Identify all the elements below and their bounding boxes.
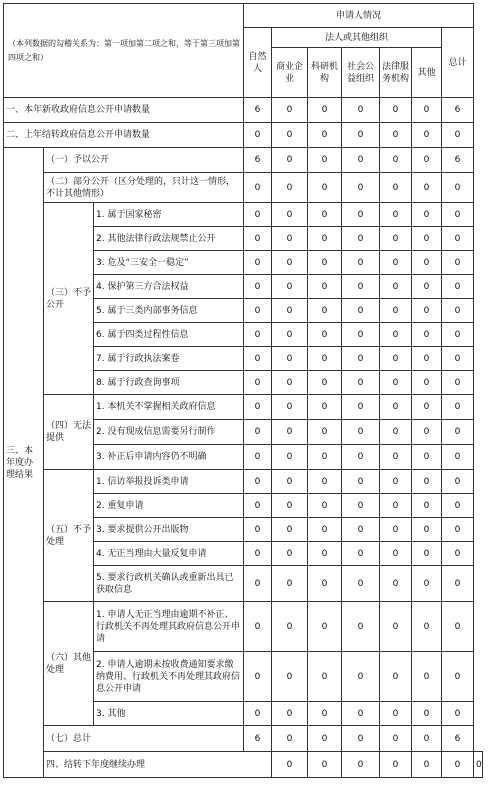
cell-value: 0 <box>272 395 308 420</box>
row-label: 3. 其他 <box>94 702 244 726</box>
row-label: 7. 属于行政执法案卷 <box>94 347 244 371</box>
cell-value: 6 <box>244 148 272 173</box>
cell-value: 0 <box>342 702 380 726</box>
cell-value: 0 <box>342 227 380 251</box>
cell-value: 0 <box>380 371 412 395</box>
cell-value: 0 <box>412 702 442 726</box>
cell-value: 0 <box>412 726 442 752</box>
cell-value: 0 <box>380 752 412 778</box>
cell-value: 0 <box>342 652 380 702</box>
cell-value: 0 <box>272 251 308 275</box>
table-row <box>4 123 483 148</box>
cell-value: 0 <box>412 371 442 395</box>
cell-value: 0 <box>380 518 412 542</box>
cell-value: 0 <box>244 173 272 203</box>
cell-value: 0 <box>244 445 272 470</box>
cell-value: 0 <box>272 148 308 173</box>
cell-value: 0 <box>412 323 442 347</box>
cell-value: 0 <box>442 702 474 726</box>
cell-value: 6 <box>244 98 272 123</box>
cell-value: 0 <box>412 652 442 702</box>
cell-value: 0 <box>442 347 474 371</box>
group-not-processed-label: （五）不予处理 <box>44 470 94 602</box>
cell-value: 0 <box>380 173 412 203</box>
cell-value: 6 <box>442 98 474 123</box>
cell-value: 0 <box>412 123 442 148</box>
cell-value: 0 <box>442 173 474 203</box>
cell-value: 0 <box>342 395 380 420</box>
cell-value: 0 <box>272 420 308 445</box>
header-natural-person: 自然人 <box>244 28 272 98</box>
cell-value: 0 <box>380 203 412 227</box>
row-label: 3. 要求提供公开出版物 <box>94 518 244 542</box>
cell-value: 0 <box>308 566 342 602</box>
header-col-other: 其他 <box>412 48 442 98</box>
row-label: 4. 保护第三方合法权益 <box>94 275 244 299</box>
cell-value: 0 <box>380 702 412 726</box>
cell-value: 0 <box>380 148 412 173</box>
row-label: 2. 申请人逾期未按收费通知要求缴纳费用、行政机关不再处理其政府信息公开申请 <box>94 652 244 702</box>
cell-value: 0 <box>244 420 272 445</box>
cell-value: 0 <box>380 98 412 123</box>
cell-value: 0 <box>308 518 342 542</box>
cell-value: 0 <box>244 602 272 652</box>
cell-value: 0 <box>272 123 308 148</box>
cell-value: 0 <box>342 173 380 203</box>
cell-value: 0 <box>244 518 272 542</box>
row-label: （二）部分公开（区分处理的，只计这一情形，不计其他情形） <box>44 173 244 203</box>
cell-value: 0 <box>244 323 272 347</box>
row-label: 1. 本机关不掌握相关政府信息 <box>94 395 244 420</box>
row-label: 2. 没有现成信息需要另行制作 <box>94 420 244 445</box>
header-legal-entity: 法人或其他组织 <box>272 28 442 48</box>
cell-value: 0 <box>442 251 474 275</box>
cell-value: 0 <box>412 148 442 173</box>
cell-value: 0 <box>308 371 342 395</box>
cell-value: 0 <box>308 148 342 173</box>
cell-value: 0 <box>380 251 412 275</box>
cell-value: 0 <box>342 123 380 148</box>
cell-value: 0 <box>442 299 474 323</box>
cell-value: 0 <box>342 299 380 323</box>
cell-value: 0 <box>442 652 474 702</box>
cell-value: 0 <box>442 203 474 227</box>
cell-value: 0 <box>308 395 342 420</box>
cell-value: 0 <box>412 98 442 123</box>
row-label: 1. 信访举报投诉类申请 <box>94 470 244 494</box>
header-col-legal-service: 法律服务机构 <box>380 48 412 98</box>
cell-value: 0 <box>272 98 308 123</box>
cell-value: 0 <box>442 323 474 347</box>
cell-value: 0 <box>244 299 272 323</box>
row-label: 6. 属于四类过程性信息 <box>94 323 244 347</box>
cell-value: 0 <box>412 470 442 494</box>
cell-value: 0 <box>342 445 380 470</box>
cell-value: 0 <box>272 702 308 726</box>
cell-value: 0 <box>342 752 380 778</box>
cell-value: 0 <box>412 299 442 323</box>
cell-value: 0 <box>244 371 272 395</box>
cell-value: 0 <box>380 566 412 602</box>
cell-value: 0 <box>272 275 308 299</box>
cell-value: 0 <box>272 652 308 702</box>
cell-value: 0 <box>412 227 442 251</box>
cell-value: 0 <box>412 752 442 778</box>
cell-value: 0 <box>442 371 474 395</box>
row-label: （七）总计 <box>44 726 244 752</box>
cell-value: 0 <box>412 445 442 470</box>
cell-value: 0 <box>380 299 412 323</box>
cell-value: 0 <box>272 323 308 347</box>
header-note: （本列数据的勾稽关系为：第一项加第二项之和，等于第三项加第四项之和） <box>4 4 244 98</box>
cell-value: 0 <box>308 98 342 123</box>
cell-value: 0 <box>342 323 380 347</box>
row-label: 5. 要求行政机关确认或重新出具已获取信息 <box>94 566 244 602</box>
cell-value: 0 <box>308 420 342 445</box>
cell-value: 0 <box>308 227 342 251</box>
cell-value: 0 <box>342 494 380 518</box>
table-row <box>4 752 483 778</box>
cell-value: 0 <box>308 323 342 347</box>
cell-value: 0 <box>342 566 380 602</box>
cell-value: 0 <box>308 203 342 227</box>
cell-value: 0 <box>380 123 412 148</box>
row-label: 3. 补正后申请内容仍不明确 <box>94 445 244 470</box>
table-row <box>4 395 483 420</box>
cell-value: 6 <box>244 726 272 752</box>
cell-value: 0 <box>442 470 474 494</box>
table-row <box>4 203 483 227</box>
row-label: 5. 属于三类内部事务信息 <box>94 299 244 323</box>
cell-value: 0 <box>308 602 342 652</box>
cell-value: 0 <box>308 542 342 566</box>
cell-value: 0 <box>244 542 272 566</box>
cell-value: 0 <box>244 494 272 518</box>
cell-value: 0 <box>272 752 308 778</box>
cell-value: 0 <box>272 542 308 566</box>
cell-value: 0 <box>244 702 272 726</box>
table-row <box>4 470 483 494</box>
cell-value: 0 <box>244 275 272 299</box>
cell-value: 0 <box>380 275 412 299</box>
cell-value: 0 <box>272 494 308 518</box>
row-label: 一、本年新收政府信息公开申请数量 <box>4 98 244 123</box>
cell-value: 0 <box>272 602 308 652</box>
cell-value: 0 <box>380 542 412 566</box>
cell-value: 0 <box>342 371 380 395</box>
header-col-research: 科研机构 <box>308 48 342 98</box>
header-total: 总计 <box>442 28 474 98</box>
cell-value: 0 <box>442 494 474 518</box>
row-label: 2. 其他法律行政法规禁止公开 <box>94 227 244 251</box>
cell-value: 0 <box>244 566 272 602</box>
cell-value: 0 <box>342 726 380 752</box>
table-row <box>4 726 483 752</box>
cell-value: 0 <box>272 347 308 371</box>
cell-value: 0 <box>474 752 483 778</box>
cell-value: 0 <box>272 371 308 395</box>
cell-value: 0 <box>272 726 308 752</box>
group-not-disclosed-label: （三）不予公开 <box>44 203 94 395</box>
cell-value: 0 <box>412 542 442 566</box>
cell-value: 0 <box>272 227 308 251</box>
cell-value: 0 <box>308 123 342 148</box>
cell-value: 0 <box>442 227 474 251</box>
cell-value: 0 <box>412 173 442 203</box>
cell-value: 0 <box>380 652 412 702</box>
cell-value: 6 <box>442 148 474 173</box>
cell-value: 0 <box>244 123 272 148</box>
cell-value: 0 <box>442 395 474 420</box>
table-row <box>4 173 483 203</box>
cell-value: 0 <box>342 470 380 494</box>
cell-value: 0 <box>442 518 474 542</box>
cell-value: 0 <box>308 752 342 778</box>
group-unable-provide-label: （四）无法提供 <box>44 395 94 470</box>
cell-value: 0 <box>342 347 380 371</box>
row-label: 3. 危及“三安全一稳定” <box>94 251 244 275</box>
row-label: 2. 重复申请 <box>94 494 244 518</box>
cell-value: 6 <box>442 726 474 752</box>
cell-value: 0 <box>442 445 474 470</box>
cell-value: 0 <box>412 251 442 275</box>
cell-value: 0 <box>412 275 442 299</box>
cell-value: 0 <box>308 251 342 275</box>
row-label: （一）予以公开 <box>44 148 244 173</box>
cell-value: 0 <box>380 726 412 752</box>
cell-value: 0 <box>272 173 308 203</box>
cell-value: 0 <box>272 470 308 494</box>
group-other-handling-label: （六）其他处理 <box>44 602 94 726</box>
cell-value: 0 <box>308 726 342 752</box>
cell-value: 0 <box>244 347 272 371</box>
cell-value: 0 <box>380 420 412 445</box>
cell-value: 0 <box>412 420 442 445</box>
cell-value: 0 <box>308 347 342 371</box>
cell-value: 0 <box>380 395 412 420</box>
cell-value: 0 <box>244 251 272 275</box>
cell-value: 0 <box>412 347 442 371</box>
table-row <box>4 602 483 652</box>
cell-value: 0 <box>380 470 412 494</box>
cell-value: 0 <box>342 542 380 566</box>
section-3-label: 三、本年度办理结果 <box>4 148 44 778</box>
cell-value: 0 <box>308 702 342 726</box>
table-row <box>4 98 483 123</box>
cell-value: 0 <box>442 420 474 445</box>
cell-value: 0 <box>442 275 474 299</box>
cell-value: 0 <box>308 275 342 299</box>
cell-value: 0 <box>272 566 308 602</box>
cell-value: 0 <box>272 299 308 323</box>
cell-value: 0 <box>342 203 380 227</box>
cell-value: 0 <box>272 518 308 542</box>
cell-value: 0 <box>412 602 442 652</box>
row-label: 8. 属于行政查询事项 <box>94 371 244 395</box>
table-row <box>4 148 483 173</box>
cell-value: 0 <box>412 494 442 518</box>
cell-value: 0 <box>442 123 474 148</box>
cell-value: 0 <box>380 323 412 347</box>
cell-value: 0 <box>244 395 272 420</box>
cell-value: 0 <box>244 470 272 494</box>
cell-value: 0 <box>442 752 474 778</box>
cell-value: 0 <box>380 602 412 652</box>
row-label: 二、上年结转政府信息公开申请数量 <box>4 123 244 148</box>
cell-value: 0 <box>412 203 442 227</box>
cell-value: 0 <box>244 203 272 227</box>
row-label: 1. 申请人无正当理由逾期不补正、行政机关不再处理其政府信息公开申请 <box>94 602 244 652</box>
row-label: 4. 无正当理由大量反复申请 <box>94 542 244 566</box>
cell-value: 0 <box>342 148 380 173</box>
cell-value: 0 <box>308 299 342 323</box>
cell-value: 0 <box>342 602 380 652</box>
header-applicant: 申请人情况 <box>244 4 474 28</box>
cell-value: 0 <box>244 652 272 702</box>
cell-value: 0 <box>244 227 272 251</box>
cell-value: 0 <box>380 347 412 371</box>
cell-value: 0 <box>342 420 380 445</box>
cell-value: 0 <box>442 602 474 652</box>
row-label: 1. 属于国家秘密 <box>94 203 244 227</box>
header-col-public-welfare: 社会公益组织 <box>342 48 380 98</box>
cell-value: 0 <box>412 566 442 602</box>
cell-value: 0 <box>442 542 474 566</box>
cell-value: 0 <box>380 227 412 251</box>
cell-value: 0 <box>308 173 342 203</box>
cell-value: 0 <box>412 395 442 420</box>
cell-value: 0 <box>380 494 412 518</box>
cell-value: 0 <box>308 652 342 702</box>
cell-value: 0 <box>442 566 474 602</box>
row-label: 四、结转下年度继续办理 <box>44 752 272 778</box>
header-col-business: 商业企业 <box>272 48 308 98</box>
cell-value: 0 <box>380 445 412 470</box>
cell-value: 0 <box>342 98 380 123</box>
cell-value: 0 <box>308 470 342 494</box>
cell-value: 0 <box>308 494 342 518</box>
cell-value: 0 <box>342 275 380 299</box>
cell-value: 0 <box>272 445 308 470</box>
cell-value: 0 <box>272 203 308 227</box>
cell-value: 0 <box>412 518 442 542</box>
cell-value: 0 <box>342 251 380 275</box>
cell-value: 0 <box>342 518 380 542</box>
cell-value: 0 <box>308 445 342 470</box>
info-disclosure-table <box>3 3 483 778</box>
